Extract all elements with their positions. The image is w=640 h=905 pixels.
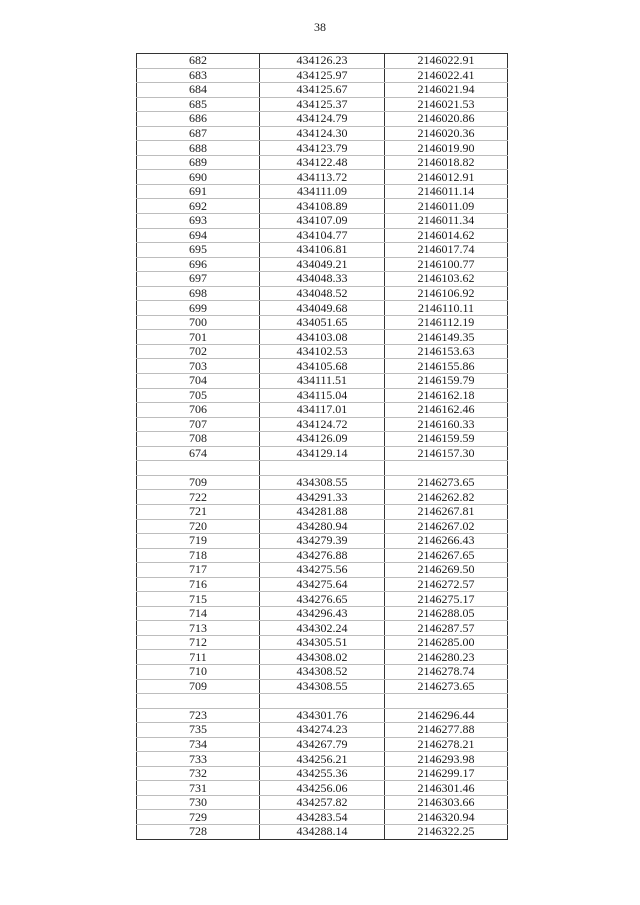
x-coordinate-cell: 434301.76 bbox=[260, 708, 385, 723]
x-coordinate-cell: 434125.67 bbox=[260, 83, 385, 98]
point-number-cell: 710 bbox=[137, 664, 260, 679]
point-number-cell: 703 bbox=[137, 359, 260, 374]
y-coordinate-cell: 2146020.86 bbox=[385, 112, 508, 127]
y-coordinate-cell: 2146017.74 bbox=[385, 243, 508, 258]
y-coordinate-cell: 2146018.82 bbox=[385, 155, 508, 170]
table-row bbox=[137, 432, 508, 447]
point-number-cell: 695 bbox=[137, 243, 260, 258]
x-coordinate-cell: 434126.09 bbox=[260, 432, 385, 447]
table-row bbox=[137, 781, 508, 796]
x-coordinate-cell: 434124.72 bbox=[260, 417, 385, 432]
point-number-cell: 719 bbox=[137, 534, 260, 549]
table-row bbox=[137, 650, 508, 665]
table-row bbox=[137, 664, 508, 679]
table-row bbox=[137, 563, 508, 578]
point-number-cell: 700 bbox=[137, 315, 260, 330]
x-coordinate-cell: 434274.23 bbox=[260, 723, 385, 738]
x-coordinate-cell: 434049.68 bbox=[260, 301, 385, 316]
table-row bbox=[137, 752, 508, 767]
x-coordinate-cell: 434267.79 bbox=[260, 737, 385, 752]
table-row bbox=[137, 534, 508, 549]
point-number-cell: 683 bbox=[137, 68, 260, 83]
x-coordinate-cell: 434308.55 bbox=[260, 679, 385, 694]
x-coordinate-cell: 434281.88 bbox=[260, 504, 385, 519]
y-coordinate-cell: 2146011.34 bbox=[385, 214, 508, 229]
y-coordinate-cell bbox=[385, 461, 508, 476]
point-number-cell: 706 bbox=[137, 403, 260, 418]
point-number-cell: 702 bbox=[137, 344, 260, 359]
x-coordinate-cell: 434122.48 bbox=[260, 155, 385, 170]
y-coordinate-cell: 2146273.65 bbox=[385, 475, 508, 490]
point-number-cell bbox=[137, 461, 260, 476]
table-row bbox=[137, 126, 508, 141]
y-coordinate-cell: 2146021.53 bbox=[385, 97, 508, 112]
x-coordinate-cell: 434308.02 bbox=[260, 650, 385, 665]
point-number-cell: 723 bbox=[137, 708, 260, 723]
table-row bbox=[137, 315, 508, 330]
point-number-cell: 691 bbox=[137, 184, 260, 199]
table-row bbox=[137, 228, 508, 243]
x-coordinate-cell bbox=[260, 694, 385, 709]
y-coordinate-cell: 2146022.91 bbox=[385, 54, 508, 69]
table-row bbox=[137, 141, 508, 156]
y-coordinate-cell: 2146162.46 bbox=[385, 403, 508, 418]
x-coordinate-cell: 434106.81 bbox=[260, 243, 385, 258]
y-coordinate-cell: 2146293.98 bbox=[385, 752, 508, 767]
x-coordinate-cell: 434276.88 bbox=[260, 548, 385, 563]
point-number-cell: 716 bbox=[137, 577, 260, 592]
point-number-cell: 735 bbox=[137, 723, 260, 738]
x-coordinate-cell: 434276.65 bbox=[260, 592, 385, 607]
table-row bbox=[137, 112, 508, 127]
point-number-cell: 722 bbox=[137, 490, 260, 505]
x-coordinate-cell: 434302.24 bbox=[260, 621, 385, 636]
point-number-cell: 714 bbox=[137, 606, 260, 621]
table-row bbox=[137, 766, 508, 781]
y-coordinate-cell: 2146157.30 bbox=[385, 446, 508, 461]
y-coordinate-cell: 2146303.66 bbox=[385, 795, 508, 810]
table-row bbox=[137, 374, 508, 389]
x-coordinate-cell: 434308.52 bbox=[260, 664, 385, 679]
y-coordinate-cell: 2146296.44 bbox=[385, 708, 508, 723]
point-number-cell: 688 bbox=[137, 141, 260, 156]
table-row bbox=[137, 97, 508, 112]
table-row bbox=[137, 810, 508, 825]
y-coordinate-cell: 2146280.23 bbox=[385, 650, 508, 665]
table-row bbox=[137, 446, 508, 461]
x-coordinate-cell: 434126.23 bbox=[260, 54, 385, 69]
y-coordinate-cell: 2146020.36 bbox=[385, 126, 508, 141]
point-number-cell: 674 bbox=[137, 446, 260, 461]
point-number-cell: 705 bbox=[137, 388, 260, 403]
y-coordinate-cell: 2146288.05 bbox=[385, 606, 508, 621]
y-coordinate-cell: 2146110.11 bbox=[385, 301, 508, 316]
point-number-cell: 692 bbox=[137, 199, 260, 214]
table-row bbox=[137, 490, 508, 505]
table-row bbox=[137, 257, 508, 272]
x-coordinate-cell: 434275.56 bbox=[260, 563, 385, 578]
table-row bbox=[137, 243, 508, 258]
table-row bbox=[137, 54, 508, 69]
point-number-cell: 732 bbox=[137, 766, 260, 781]
y-coordinate-cell: 2146320.94 bbox=[385, 810, 508, 825]
point-number-cell bbox=[137, 694, 260, 709]
table-row bbox=[137, 286, 508, 301]
point-number-cell: 717 bbox=[137, 563, 260, 578]
y-coordinate-cell: 2146287.57 bbox=[385, 621, 508, 636]
point-number-cell: 715 bbox=[137, 592, 260, 607]
y-coordinate-cell: 2146273.65 bbox=[385, 679, 508, 694]
y-coordinate-cell: 2146153.63 bbox=[385, 344, 508, 359]
table-row bbox=[137, 199, 508, 214]
point-number-cell: 709 bbox=[137, 475, 260, 490]
x-coordinate-cell: 434117.01 bbox=[260, 403, 385, 418]
point-number-cell: 697 bbox=[137, 272, 260, 287]
table-row bbox=[137, 577, 508, 592]
y-coordinate-cell: 2146155.86 bbox=[385, 359, 508, 374]
table-row bbox=[137, 184, 508, 199]
y-coordinate-cell: 2146272.57 bbox=[385, 577, 508, 592]
x-coordinate-cell: 434124.79 bbox=[260, 112, 385, 127]
x-coordinate-cell: 434048.52 bbox=[260, 286, 385, 301]
point-number-cell: 699 bbox=[137, 301, 260, 316]
point-number-cell: 733 bbox=[137, 752, 260, 767]
x-coordinate-cell: 434125.97 bbox=[260, 68, 385, 83]
x-coordinate-cell: 434256.21 bbox=[260, 752, 385, 767]
point-number-cell: 711 bbox=[137, 650, 260, 665]
x-coordinate-cell: 434103.08 bbox=[260, 330, 385, 345]
table-row bbox=[137, 272, 508, 287]
y-coordinate-cell: 2146022.41 bbox=[385, 68, 508, 83]
x-coordinate-cell: 434048.33 bbox=[260, 272, 385, 287]
y-coordinate-cell: 2146159.59 bbox=[385, 432, 508, 447]
y-coordinate-cell: 2146014.62 bbox=[385, 228, 508, 243]
table-row bbox=[137, 388, 508, 403]
table-row bbox=[137, 504, 508, 519]
table-row bbox=[137, 170, 508, 185]
x-coordinate-cell: 434051.65 bbox=[260, 315, 385, 330]
x-coordinate-cell: 434305.51 bbox=[260, 635, 385, 650]
point-number-cell: 685 bbox=[137, 97, 260, 112]
y-coordinate-cell: 2146019.90 bbox=[385, 141, 508, 156]
point-number-cell: 687 bbox=[137, 126, 260, 141]
y-coordinate-cell: 2146106.92 bbox=[385, 286, 508, 301]
y-coordinate-cell: 2146301.46 bbox=[385, 781, 508, 796]
table-row bbox=[137, 795, 508, 810]
point-number-cell: 701 bbox=[137, 330, 260, 345]
table-row bbox=[137, 68, 508, 83]
x-coordinate-cell: 434104.77 bbox=[260, 228, 385, 243]
table-row bbox=[137, 548, 508, 563]
x-coordinate-cell: 434107.09 bbox=[260, 214, 385, 229]
y-coordinate-cell: 2146267.81 bbox=[385, 504, 508, 519]
y-coordinate-cell: 2146100.77 bbox=[385, 257, 508, 272]
point-number-cell: 709 bbox=[137, 679, 260, 694]
x-coordinate-cell: 434275.64 bbox=[260, 577, 385, 592]
x-coordinate-cell: 434283.54 bbox=[260, 810, 385, 825]
x-coordinate-cell: 434113.72 bbox=[260, 170, 385, 185]
y-coordinate-cell: 2146285.00 bbox=[385, 635, 508, 650]
x-coordinate-cell: 434255.36 bbox=[260, 766, 385, 781]
y-coordinate-cell: 2146012.91 bbox=[385, 170, 508, 185]
y-coordinate-cell: 2146021.94 bbox=[385, 83, 508, 98]
table-row bbox=[137, 679, 508, 694]
table-row bbox=[137, 592, 508, 607]
table-row bbox=[137, 359, 508, 374]
point-number-cell: 694 bbox=[137, 228, 260, 243]
table-row bbox=[137, 824, 508, 839]
table-row bbox=[137, 694, 508, 709]
y-coordinate-cell: 2146011.14 bbox=[385, 184, 508, 199]
table-row bbox=[137, 155, 508, 170]
point-number-cell: 708 bbox=[137, 432, 260, 447]
point-number-cell: 686 bbox=[137, 112, 260, 127]
point-number-cell: 696 bbox=[137, 257, 260, 272]
x-coordinate-cell: 434102.53 bbox=[260, 344, 385, 359]
table-row bbox=[137, 417, 508, 432]
point-number-cell: 729 bbox=[137, 810, 260, 825]
x-coordinate-cell: 434115.04 bbox=[260, 388, 385, 403]
x-coordinate-cell: 434129.14 bbox=[260, 446, 385, 461]
point-number-cell: 718 bbox=[137, 548, 260, 563]
x-coordinate-cell: 434280.94 bbox=[260, 519, 385, 534]
page-number: 38 bbox=[314, 20, 326, 34]
table-row bbox=[137, 461, 508, 476]
y-coordinate-cell: 2146278.21 bbox=[385, 737, 508, 752]
y-coordinate-cell: 2146112.19 bbox=[385, 315, 508, 330]
y-coordinate-cell: 2146322.25 bbox=[385, 824, 508, 839]
table-row bbox=[137, 344, 508, 359]
table-row bbox=[137, 403, 508, 418]
x-coordinate-cell: 434105.68 bbox=[260, 359, 385, 374]
coordinate-table bbox=[136, 53, 508, 840]
x-coordinate-cell: 434111.51 bbox=[260, 374, 385, 389]
y-coordinate-cell: 2146149.35 bbox=[385, 330, 508, 345]
point-number-cell: 712 bbox=[137, 635, 260, 650]
point-number-cell: 689 bbox=[137, 155, 260, 170]
point-number-cell: 734 bbox=[137, 737, 260, 752]
x-coordinate-cell: 434308.55 bbox=[260, 475, 385, 490]
x-coordinate-cell bbox=[260, 461, 385, 476]
table-row bbox=[137, 475, 508, 490]
coordinate-table-body bbox=[137, 54, 508, 840]
x-coordinate-cell: 434296.43 bbox=[260, 606, 385, 621]
point-number-cell: 707 bbox=[137, 417, 260, 432]
y-coordinate-cell: 2146267.02 bbox=[385, 519, 508, 534]
y-coordinate-cell: 2146278.74 bbox=[385, 664, 508, 679]
x-coordinate-cell: 434256.06 bbox=[260, 781, 385, 796]
point-number-cell: 728 bbox=[137, 824, 260, 839]
y-coordinate-cell: 2146262.82 bbox=[385, 490, 508, 505]
y-coordinate-cell: 2146266.43 bbox=[385, 534, 508, 549]
y-coordinate-cell: 2146160.33 bbox=[385, 417, 508, 432]
point-number-cell: 684 bbox=[137, 83, 260, 98]
table-row bbox=[137, 723, 508, 738]
y-coordinate-cell: 2146011.09 bbox=[385, 199, 508, 214]
y-coordinate-cell: 2146162.18 bbox=[385, 388, 508, 403]
x-coordinate-cell: 434125.37 bbox=[260, 97, 385, 112]
table-row bbox=[137, 635, 508, 650]
y-coordinate-cell: 2146269.50 bbox=[385, 563, 508, 578]
point-number-cell: 720 bbox=[137, 519, 260, 534]
table-row bbox=[137, 83, 508, 98]
point-number-cell: 731 bbox=[137, 781, 260, 796]
table-row bbox=[137, 606, 508, 621]
point-number-cell: 704 bbox=[137, 374, 260, 389]
x-coordinate-cell: 434291.33 bbox=[260, 490, 385, 505]
table-row bbox=[137, 737, 508, 752]
x-coordinate-cell: 434111.09 bbox=[260, 184, 385, 199]
table-row bbox=[137, 708, 508, 723]
table-row bbox=[137, 330, 508, 345]
table-row bbox=[137, 621, 508, 636]
point-number-cell: 693 bbox=[137, 214, 260, 229]
point-number-cell: 730 bbox=[137, 795, 260, 810]
x-coordinate-cell: 434257.82 bbox=[260, 795, 385, 810]
x-coordinate-cell: 434123.79 bbox=[260, 141, 385, 156]
y-coordinate-cell bbox=[385, 694, 508, 709]
table-row bbox=[137, 214, 508, 229]
point-number-cell: 713 bbox=[137, 621, 260, 636]
x-coordinate-cell: 434108.89 bbox=[260, 199, 385, 214]
x-coordinate-cell: 434049.21 bbox=[260, 257, 385, 272]
point-number-cell: 690 bbox=[137, 170, 260, 185]
point-number-cell: 721 bbox=[137, 504, 260, 519]
point-number-cell: 698 bbox=[137, 286, 260, 301]
y-coordinate-cell: 2146159.79 bbox=[385, 374, 508, 389]
x-coordinate-cell: 434279.39 bbox=[260, 534, 385, 549]
y-coordinate-cell: 2146299.17 bbox=[385, 766, 508, 781]
table-row bbox=[137, 301, 508, 316]
y-coordinate-cell: 2146277.88 bbox=[385, 723, 508, 738]
point-number-cell: 682 bbox=[137, 54, 260, 69]
table-row bbox=[137, 519, 508, 534]
y-coordinate-cell: 2146267.65 bbox=[385, 548, 508, 563]
y-coordinate-cell: 2146103.62 bbox=[385, 272, 508, 287]
x-coordinate-cell: 434288.14 bbox=[260, 824, 385, 839]
y-coordinate-cell: 2146275.17 bbox=[385, 592, 508, 607]
x-coordinate-cell: 434124.30 bbox=[260, 126, 385, 141]
